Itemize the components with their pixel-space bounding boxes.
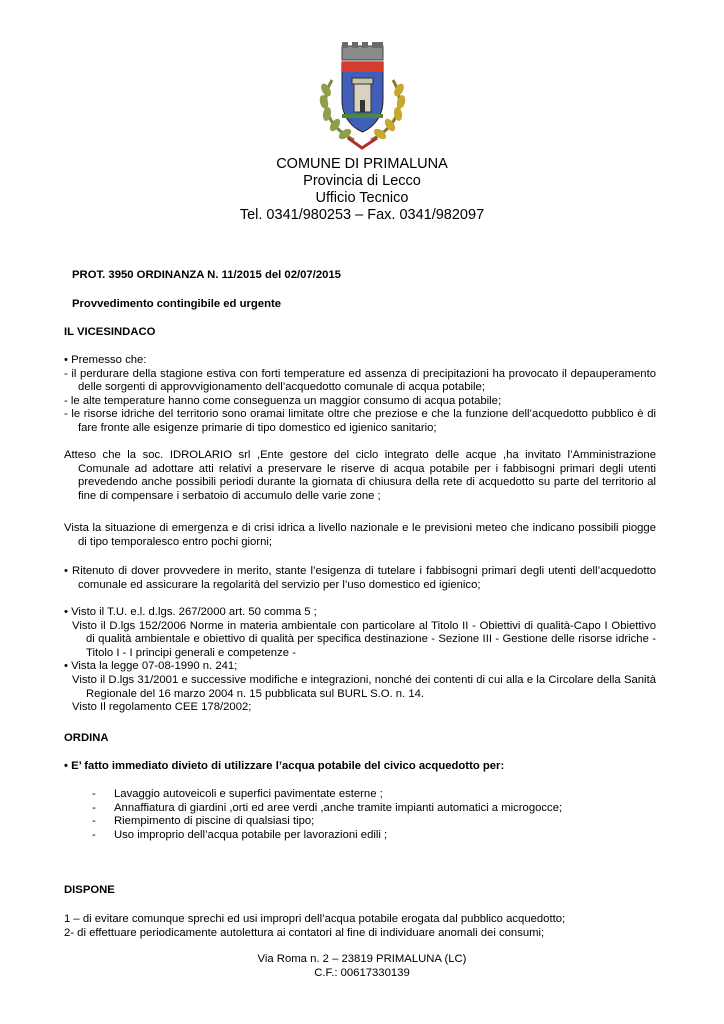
municipality-name: COMUNE DI PRIMALUNA bbox=[276, 156, 448, 172]
list-item: - Annaffiatura di giardini ,orti ed aree verdi ,anche tramite impianti automatici a microgocce; bbox=[92, 801, 563, 814]
visto-line: Visto il D.lgs 31/2001 e successive modifiche e integrazioni, nonché dei contenti di cui alla e la Circolare della Sanità Regionale del 16 marzo 2004 n. 15 pubblicata sul BURL S.O. n. 14. bbox=[72, 673, 656, 700]
section-title-ordina: ORDINA bbox=[64, 732, 109, 744]
section-title-dispone: DISPONE bbox=[64, 884, 115, 896]
municipal-crest-icon bbox=[310, 40, 415, 152]
ordina-lead: • E’ fatto immediato divieto di utilizzare l’acqua potabile del civico acquedotto per: bbox=[64, 760, 505, 772]
letterhead bbox=[0, 156, 724, 224]
footer-address: Via Roma n. 2 – 23819 PRIMALUNA (LC) bbox=[257, 953, 467, 965]
visto-line: • Visto il T.U. e.l. d.lgs. 267/2000 art. 50 comma 5 ; bbox=[64, 606, 317, 618]
list-item: - Lavaggio autoveicoli e superfici pavimentate esterne ; bbox=[92, 788, 383, 800]
ordina-list bbox=[92, 788, 562, 842]
premesso-item: - il perdurare della stagione estiva con forti temperature ed assenza di precipitazioni ha provocato il depauperamento delle sorgenti di approvvigionamento dell’acquedotto comunale di acqua potabile; bbox=[64, 367, 656, 394]
atteso-paragraph: Atteso che la soc. IDROLARIO srl ,Ente gestore del ciclo integrato delle acque ,ha invitato l’Amministrazione Comunale ad adottare atti relativi a preservare le riserve di acqua potabile per i fabbisogni primari degli utenti prevedendo anche possibili periodi durante la giornata di chiusura della rete di acquedotto su parte del territorio al fine di compensare i serbatoio di accumulo delle varie zone ; bbox=[64, 449, 656, 502]
dispone-item: 1 – di evitare comunque sprechi ed usi impropri dell’acqua potabile erogata dal pubblico acquedotto; bbox=[64, 913, 566, 925]
visto-line: Visto Il regolamento CEE 178/2002; bbox=[72, 701, 252, 714]
visto-line: • Vista la legge 07-08-1990 n. 241; bbox=[64, 660, 238, 673]
dispone-block bbox=[64, 913, 656, 940]
premesso-block bbox=[64, 354, 656, 436]
visti-block bbox=[64, 606, 656, 715]
protocol-line: PROT. 3950 ORDINANZA N. 11/2015 del 02/07/2015 bbox=[72, 269, 341, 281]
dispone-item: 2- di effettuare periodicamente autolettura ai contatori al fine di individuare anomali dei consumi; bbox=[64, 926, 545, 939]
contact-numbers: Tel. 0341/980253 – Fax. 0341/982097 bbox=[239, 207, 485, 223]
province-name: Provincia di Lecco bbox=[303, 173, 421, 189]
footer-tax-code: C.F.: 00617330139 bbox=[314, 966, 410, 979]
subject-line: Provvedimento contingibile ed urgente bbox=[72, 298, 282, 310]
section-title-vicesindaco: IL VICESINDACO bbox=[64, 326, 156, 338]
premesso-item: - le risorse idriche del territorio sono oramai limitate oltre che preziose e che la funzione dell’acquedotto pubblico è di fare fronte alle esigenze primarie di tipo domestico ed igienico sanitario; bbox=[64, 408, 656, 434]
premesso-intro: • Premesso che: bbox=[64, 354, 147, 366]
footer bbox=[0, 953, 724, 980]
office-name: Ufficio Tecnico bbox=[315, 190, 409, 206]
visto-line: Visto il D.lgs 152/2006 Norme in materia ambientale con particolare al Titolo II - Obiettivi di qualità-Capo I Obiettivo di qualità ambientale e obiettivo di qualità per specifica destinazione - Sezione III - Gestione delle risorse idriche -Titolo I - I principi generali e competenze - bbox=[72, 619, 656, 659]
premesso-item: - le alte temperature hanno come conseguenza un maggior consumo di acqua potabile; bbox=[64, 394, 502, 407]
list-item: - Uso improprio dell’acqua potabile per lavorazioni edili ; bbox=[92, 828, 388, 841]
vista-paragraph: Vista la situazione di emergenza e di crisi idrica a livello nazionale e le previsioni meteo che indicano possibili piogge di tipo temporalesco entro pochi giorni; bbox=[64, 522, 656, 548]
list-item: - Riempimento di piscine di qualsiasi tipo; bbox=[92, 815, 315, 828]
ritenuto-paragraph: • Ritenuto di dover provvedere in merito, stante l’esigenza di tutelare i fabbisogni primari degli utenti dell’acquedotto comunale ed assicurare la regolarità del servizio per l’uso domestico ed igienico; bbox=[64, 565, 656, 591]
